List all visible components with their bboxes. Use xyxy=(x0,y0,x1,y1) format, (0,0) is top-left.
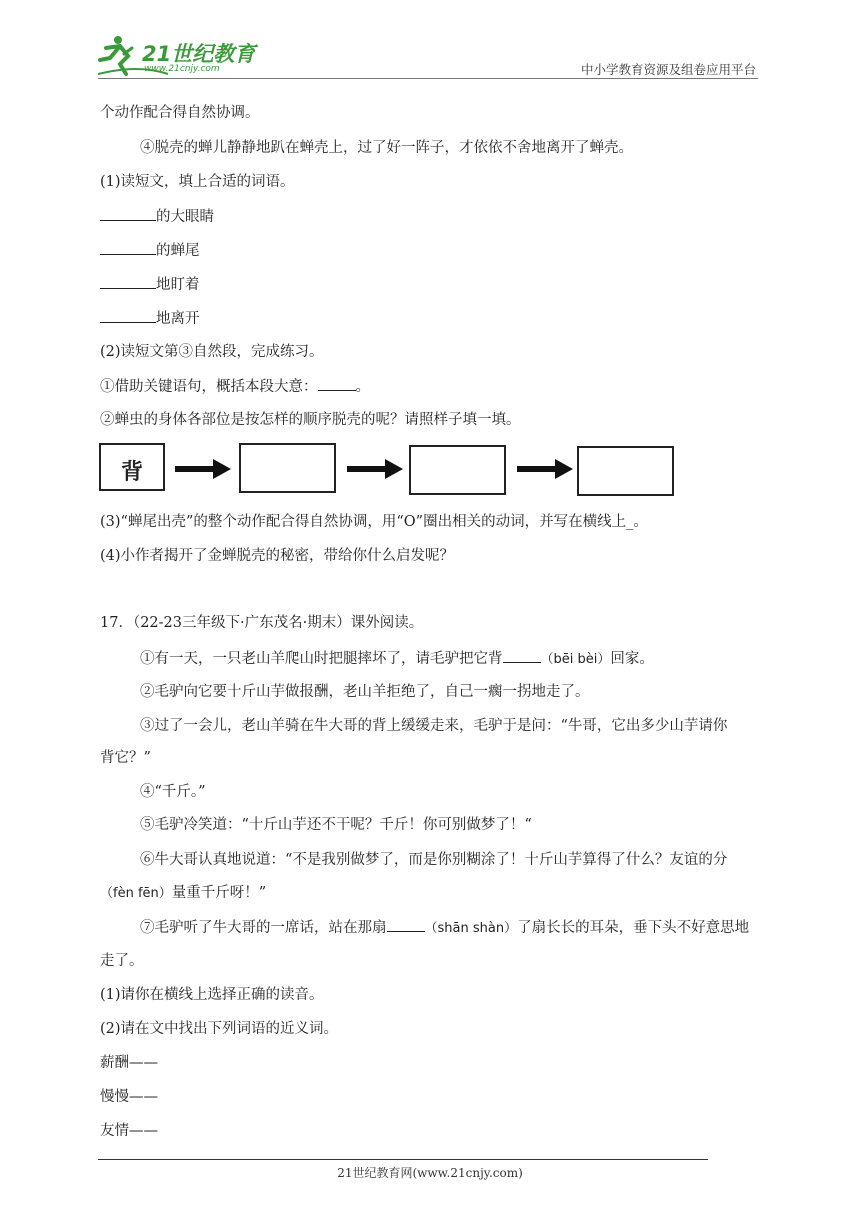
answer-blank[interactable] xyxy=(318,376,356,391)
question-2b: ②蝉虫的身体各部位是按怎样的顺序脱壳的呢？请照样子填一填。 xyxy=(100,412,521,428)
fill-item-3 xyxy=(100,274,200,295)
fill-label: 的大眼睛 xyxy=(156,209,214,225)
sequence-box-answer[interactable] xyxy=(577,446,674,496)
fill-label: 地离开 xyxy=(156,311,200,327)
text-line: 个动作配合得自然协调。 xyxy=(100,105,260,121)
p1-text: ①有一天，一只老山羊爬山时把腿摔坏了，请毛驴把它背 xyxy=(140,651,503,667)
paragraph-1 xyxy=(140,648,654,670)
sequence-box-answer[interactable] xyxy=(409,445,506,495)
paragraph-7-cont: 走了。 xyxy=(100,953,144,969)
answer-blank[interactable] xyxy=(100,308,156,323)
paragraph-3-cont: 背它？” xyxy=(100,750,151,766)
answer-blank[interactable] xyxy=(503,648,541,663)
arrow-right-icon xyxy=(347,458,403,480)
question-2: (2)读短文第③自然段，完成练习。 xyxy=(100,344,324,360)
fill-item-1 xyxy=(100,206,214,227)
paragraph-3: ③过了一会儿，老山羊骑在牛大哥的背上缓缓走来，毛驴于是问：“牛哥，它出多少山芋请你 xyxy=(140,718,728,734)
paragraph-4: ④“千斤。” xyxy=(140,784,206,800)
pinyin-options: （fèn fēn） xyxy=(100,886,172,901)
page-header xyxy=(0,0,860,80)
question-1: (1)读短文，填上合适的词语。 xyxy=(100,174,295,190)
paragraph-2: ②毛驴向它要十斤山芋做报酬，老山羊拒绝了，自己一瘸一拐地走了。 xyxy=(140,684,590,700)
answer-blank[interactable] xyxy=(100,206,156,221)
sequence-box-example xyxy=(99,443,165,491)
q2a-end: 。 xyxy=(355,379,370,395)
question-2a xyxy=(100,376,370,397)
question-17-title: 17．（22-23三年级下·广东茂名·期末）课外阅读。 xyxy=(100,615,424,631)
logo xyxy=(98,34,268,80)
paragraph-6: ⑥牛大哥认真地说道：“不是我别做梦了，而是你别糊涂了！十斤山芋算得了什么？友谊的分 xyxy=(140,852,728,868)
example-char: 背 xyxy=(120,460,143,485)
answer-blank[interactable] xyxy=(100,240,156,255)
subquestion-1: (1)请你在横线上选择正确的读音。 xyxy=(100,987,324,1003)
pinyin-options: （bēi bèi） xyxy=(540,652,611,667)
arrow-right-icon xyxy=(175,458,231,480)
answer-blank[interactable] xyxy=(100,274,156,289)
logo-url: www.21cnjy.com xyxy=(144,64,220,74)
sequence-diagram xyxy=(99,441,679,495)
p7-text: ⑦毛驴听了牛大哥的一席话，站在那扇 xyxy=(140,920,387,936)
footer-text: 21世纪教育网(www.21cnjy.com) xyxy=(337,1166,523,1180)
fill-item-2 xyxy=(100,240,200,261)
pinyin-options: （shān shàn） xyxy=(424,921,518,936)
footer-divider xyxy=(98,1159,708,1160)
header-divider xyxy=(98,78,758,79)
fill-label: 地盯着 xyxy=(156,277,200,293)
p1-end: 回家。 xyxy=(610,651,654,667)
paragraph-4: ④脱壳的蝉儿静静地趴在蝉壳上，过了好一阵子，才依依不舍地离开了蝉壳。 xyxy=(140,140,633,156)
synonym-item: 友情—— xyxy=(100,1123,158,1139)
paragraph-6-cont xyxy=(100,883,266,904)
logo-text: 21世纪教育 xyxy=(142,42,256,66)
p6-end: 量重千斤呀！” xyxy=(171,885,267,901)
fill-item-4 xyxy=(100,308,200,329)
synonym-item: 慢慢—— xyxy=(100,1089,158,1105)
sequence-box-answer[interactable] xyxy=(239,443,336,493)
answer-blank[interactable] xyxy=(387,917,425,932)
paragraph-7 xyxy=(140,917,749,939)
arrow-right-icon xyxy=(517,458,573,480)
synonym-item: 薪酬—— xyxy=(100,1055,158,1071)
platform-name: 中小学教育资源及组卷应用平台 xyxy=(580,62,756,77)
question-3: (3)“蝉尾出壳”的整个动作配合得自然协调，用“O”圈出相关的动词，并写在横线上_。 xyxy=(100,514,648,530)
paragraph-5: ⑤毛驴冷笑道：“十斤山芋还不干呢？千斤！你可别做梦了！“ xyxy=(140,817,532,833)
q2a-text: ①借助关键语句，概括本段大意： xyxy=(100,379,318,395)
question-4: (4)小作者揭开了金蝉脱壳的秘密，带给你什么启发呢？ xyxy=(100,548,455,564)
subquestion-2: (2)请在文中找出下列词语的近义词。 xyxy=(100,1021,339,1037)
p7-text-cont: 了扇长长的耳朵，垂下头不好意思地 xyxy=(517,920,750,936)
fill-label: 的蝉尾 xyxy=(156,243,200,259)
